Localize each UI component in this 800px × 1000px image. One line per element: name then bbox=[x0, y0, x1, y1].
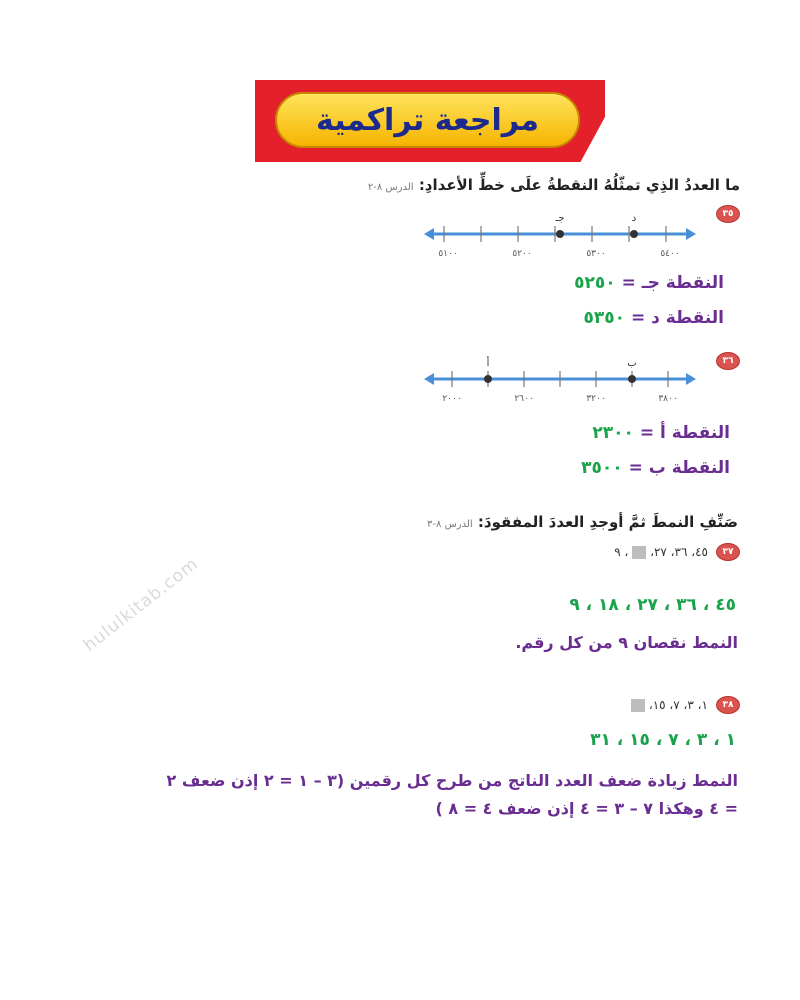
arrow-left-icon bbox=[424, 228, 434, 240]
sequence-text: ١، ٣، ٧، ١٥، bbox=[648, 698, 708, 712]
arrow-right-icon bbox=[686, 373, 696, 385]
point-baa bbox=[628, 375, 636, 383]
section1-lesson-ref: الدرس ٨-٢ bbox=[367, 182, 414, 193]
arrow-left-icon bbox=[424, 373, 434, 385]
answer-value: ٢٣٠٠ bbox=[592, 423, 634, 443]
answer-38: ١ ، ٣ ، ٧ ، ١٥ ، ٣١ bbox=[590, 730, 736, 750]
point-alef bbox=[484, 375, 492, 383]
arrow-right-icon bbox=[686, 228, 696, 240]
question-37-badge bbox=[716, 543, 740, 561]
question-36-number: ٣٦ bbox=[722, 356, 734, 366]
section2-prompt-text: صَنِّفِ النمطَ ثمَّ أوجدِ العددَ المفقودَ: bbox=[477, 513, 738, 531]
question-37-number: ٣٧ bbox=[722, 547, 734, 557]
point-label-dal: د bbox=[631, 213, 637, 224]
tick-label: ٣٨٠٠ bbox=[658, 394, 678, 404]
answer-label: النقطة جـ = bbox=[621, 273, 724, 293]
sequence-text: ، ٩ bbox=[614, 545, 629, 559]
point-label-alef: أ bbox=[486, 358, 490, 369]
page-title: مراجعة تراكمية bbox=[316, 102, 539, 138]
tick-label: ٢٠٠٠ bbox=[442, 394, 462, 404]
explanation-line: = ٤ وهكذا ٧ – ٣ = ٤ إذن ضعف ٤ = ٨ ) bbox=[435, 799, 738, 818]
question-38-number: ٣٨ bbox=[722, 700, 734, 710]
question-38-badge bbox=[716, 696, 740, 714]
tick-label: ٥٣٠٠ bbox=[586, 249, 606, 259]
missing-number-box bbox=[631, 699, 645, 712]
number-line-36 bbox=[420, 355, 700, 410]
sequence-text: ٤٥، ٣٦، ٢٧، bbox=[650, 545, 708, 559]
point-dal bbox=[630, 230, 638, 238]
answer-value: ٥٣٥٠ bbox=[583, 308, 626, 328]
section1-prompt bbox=[368, 176, 740, 194]
missing-number-box bbox=[632, 546, 646, 559]
point-jeem bbox=[556, 230, 564, 238]
section2-prompt bbox=[427, 513, 738, 531]
question-35-badge bbox=[716, 205, 740, 223]
tick-label: ٣٢٠٠ bbox=[586, 394, 606, 404]
point-label-jeem: جـ bbox=[555, 213, 565, 224]
answer-label: النقطة د = bbox=[630, 308, 724, 328]
tick-label: ٥٤٠٠ bbox=[660, 249, 680, 259]
tick-label: ٥٢٠٠ bbox=[512, 249, 532, 259]
answer-label: النقطة ب = bbox=[628, 458, 730, 478]
number-line-35 bbox=[420, 210, 700, 265]
answer-value: ٥٢٥٠ bbox=[574, 273, 616, 293]
point-label-baa: ب bbox=[627, 358, 637, 369]
section2-lesson-ref: الدرس ٨-٣ bbox=[427, 519, 473, 530]
answer-value: ٣٥٠٠ bbox=[581, 458, 623, 478]
explanation-38 bbox=[38, 767, 738, 823]
answer-37: ٤٥ ، ٣٦ ، ٢٧ ، ١٨ ، ٩ bbox=[569, 595, 736, 615]
answer-36-point-baa bbox=[581, 458, 730, 478]
answer-36-point-alef bbox=[592, 423, 730, 443]
explanation-line: النمط زيادة ضعف العدد الناتج من طرح كل رقمين (٣ – ١ = ٢ إذن ضعف ٢ bbox=[166, 771, 738, 790]
tick-label: ٥١٠٠ bbox=[438, 249, 458, 259]
answer-label: النقطة أ = bbox=[639, 423, 730, 443]
explanation-37: النمط نقصان ٩ من كل رقم. bbox=[515, 633, 738, 652]
title-banner bbox=[255, 80, 605, 162]
watermark: hululkitab.com bbox=[80, 553, 203, 656]
banner-pill bbox=[275, 92, 580, 148]
question-37-sequence bbox=[614, 545, 708, 559]
question-38-sequence bbox=[631, 698, 708, 712]
section1-prompt-text: ما العددُ الذِي تمثّلُهُ النقطةُ علَى خطِّ الأعدادِ: bbox=[418, 176, 740, 194]
tick-label: ٢٦٠٠ bbox=[514, 394, 534, 404]
question-36-badge bbox=[716, 352, 740, 370]
answer-35-point-jeem bbox=[574, 273, 724, 293]
question-35-number: ٣٥ bbox=[722, 209, 734, 219]
answer-35-point-dal bbox=[584, 308, 725, 328]
